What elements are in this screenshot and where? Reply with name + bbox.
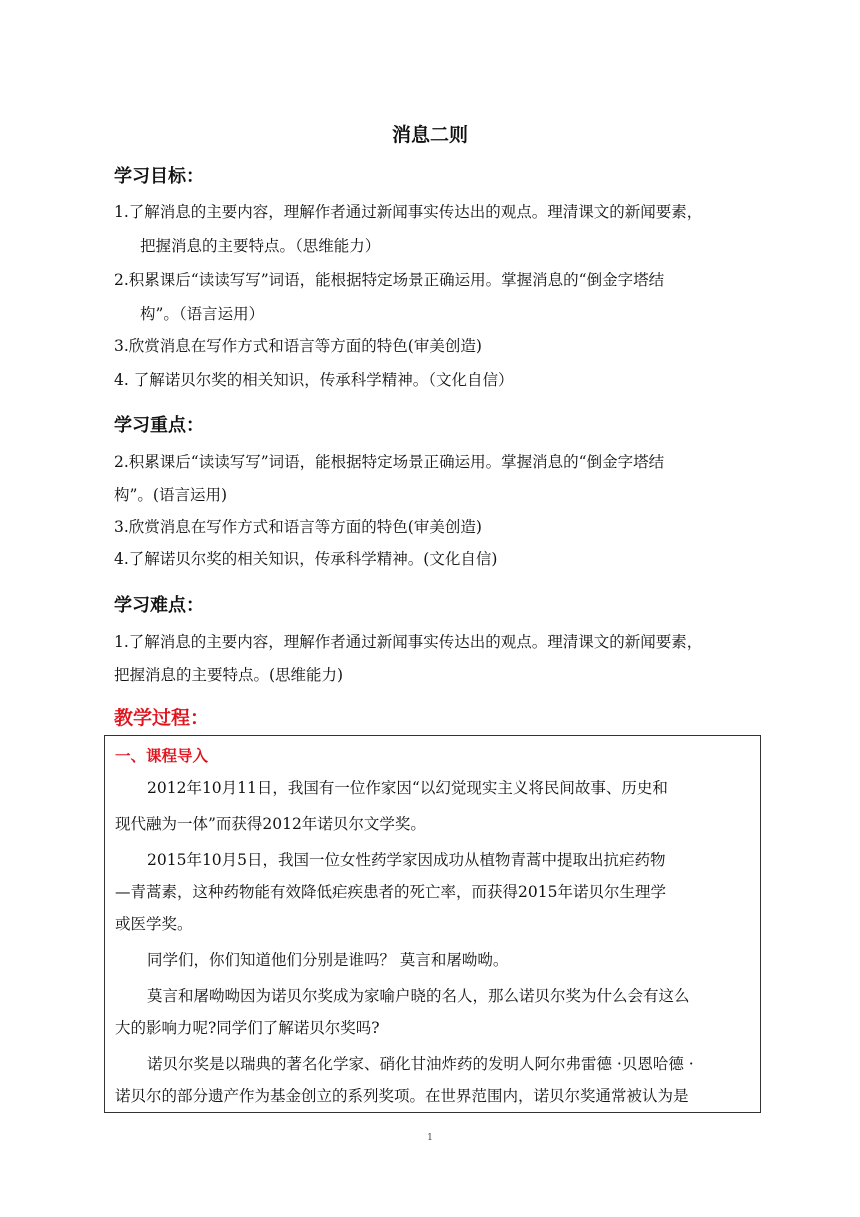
page-title: 消息二则: [391, 124, 468, 146]
process-heading: 教学过程：: [114, 707, 210, 729]
difficulties-item-1: 1.了解消息的主要内容，理解作者通过新闻事实传达出的观点。理清课文的新闻要素，: [114, 633, 703, 651]
paragraph-1-cont: 现代融为一体”而获得2012年诺贝尔文学奖。: [115, 815, 426, 833]
paragraph-2-end: 或医学奖。: [115, 915, 193, 933]
paragraph-5-cont: 诺贝尔的部分遗产作为基金创立的系列奖项。在世界范围内，诺贝尔奖通常被认为是: [115, 1087, 689, 1105]
key-points-item-2: 2.积累课后“读读写写”词语，能根据特定场景正确运用。掌握消息的“倒金字塔结: [114, 453, 665, 471]
goals-item-4: 4. 了解诺贝尔奖的相关知识，传承科学精神。（文化自信）: [114, 371, 514, 389]
goals-heading: 学习目标：: [114, 166, 204, 187]
key-points-item-2-cont: 构”。(语言运用): [114, 486, 228, 504]
paragraph-1: 2012年10月11日，我国有一位作家因“以幻觉现实主义将民间故事、历史和: [147, 779, 668, 797]
key-points-item-4: 4.了解诺贝尔奖的相关知识，传承科学精神。(文化自信): [114, 550, 498, 568]
goals-item-2: 2.积累课后“读读写写”词语，能根据特定场景正确运用。掌握消息的“倒金字塔结: [114, 271, 665, 289]
goals-item-2-cont: 构”。（语言运用）: [140, 305, 265, 323]
difficulties-item-1-cont: 把握消息的主要特点。(思维能力): [114, 666, 344, 684]
process-box: [104, 735, 761, 1113]
key-points-heading: 学习重点：: [114, 415, 204, 436]
paragraph-2: 2015年10月5日，我国一位女性药学家因成功从植物青蒿中提取出抗疟药物: [147, 851, 666, 869]
paragraph-2-cont: —青蒿素，这种药物能有效降低疟疾患者的死亡率，而获得2015年诺贝尔生理学: [115, 883, 666, 901]
paragraph-5: 诺贝尔奖是以瑞典的著名化学家、硝化甘油炸药的发明人阿尔弗雷德 ·贝恩哈德 ·: [147, 1055, 694, 1073]
section-title: 一、课程导入: [115, 747, 209, 765]
paragraph-3: 同学们，你们知道他们分别是谁吗？ 莫言和屠呦呦。: [147, 951, 509, 969]
key-points-item-3: 3.欣赏消息在写作方式和语言等方面的特色(审美创造): [114, 518, 482, 536]
page-number: 1: [427, 1133, 433, 1143]
goals-item-1: 1.了解消息的主要内容，理解作者通过新闻事实传达出的观点。理清课文的新闻要素，: [114, 203, 703, 221]
goals-item-1-cont: 把握消息的主要特点。（思维能力）: [140, 237, 381, 255]
goals-item-3: 3.欣赏消息在写作方式和语言等方面的特色(审美创造): [114, 337, 482, 355]
paragraph-4: 莫言和屠呦呦因为诺贝尔奖成为家喻户晓的名人，那么诺贝尔奖为什么会有这么: [147, 987, 690, 1005]
difficulties-heading: 学习难点：: [114, 595, 204, 616]
paragraph-4-cont: 大的影响力呢?同学们了解诺贝尔奖吗?: [115, 1019, 380, 1037]
